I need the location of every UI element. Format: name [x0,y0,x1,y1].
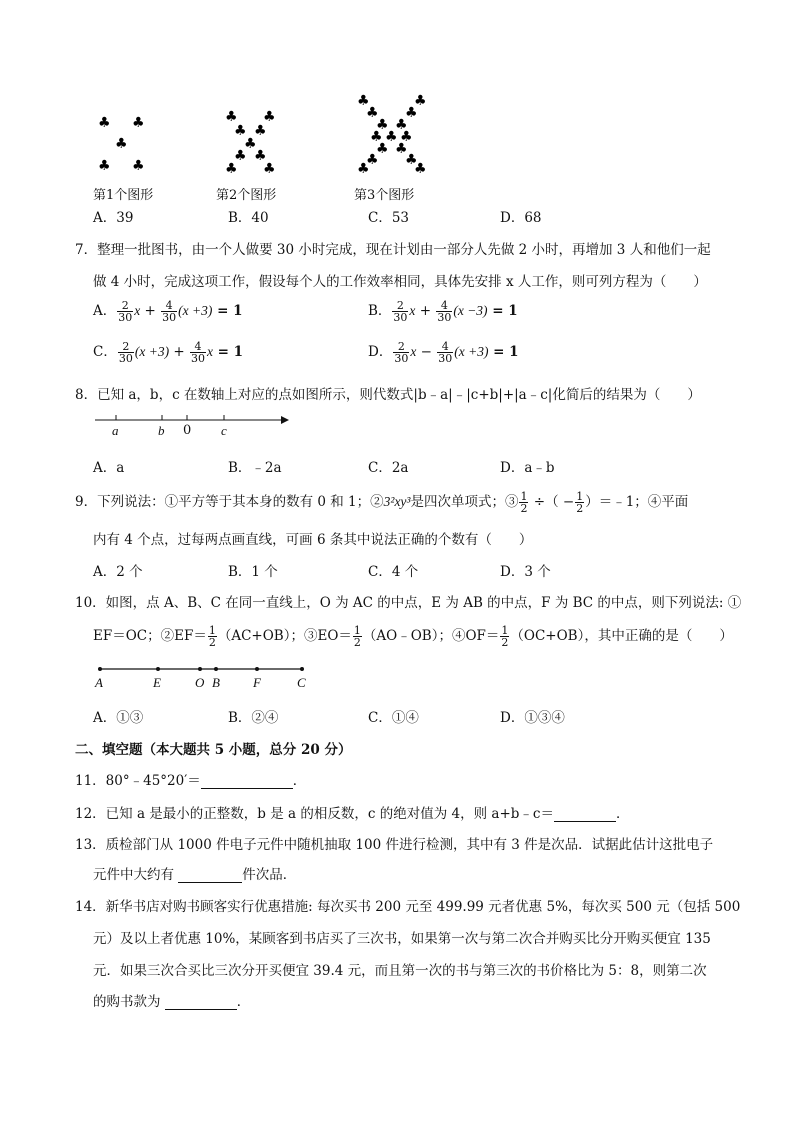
club-icon: ♣ [414,161,427,177]
q6-option-a: A．39 [93,210,134,226]
club-icon: ♣ [234,148,247,164]
club-icon: ♣ [376,141,389,157]
q7-option-c: C． $\frac{2}{30}$ (x +3) + $\frac{4}{30}$ x = 1 [93,340,244,365]
club-icon: ♣ [115,136,128,152]
q7-option-b: B． $\frac{2}{30}$ x + $\frac{4}{30}$ (x −3) = 1 [368,299,518,324]
q8-stem: 8．已知 a，b，c 在数轴上对应的点如图所示，则代数式|b﹣a|﹣|c+b|+|a﹣c|化简后的结果为（ ） [75,387,701,403]
q9-option-b: B．1 个 [228,564,278,580]
segment-label-f: F [253,675,261,690]
q9-option-a: A．2 个 [93,564,143,580]
q7-stem-line1: 7．整理一批图书，由一个人做要 30 小时完成，现在计划由一部分人先做 2 小时，再增加 3 人和他们一起 [75,242,711,258]
figure-1-label: 第1个图形 [93,188,154,203]
club-icon: ♣ [225,109,238,125]
q8-option-a: A．a [93,460,125,476]
club-icon: ♣ [395,117,408,133]
q7-stem-line2: 做 4 小时，完成这项工作，假设每个人的工作效率相同，具体先安排 x 人工作，则可列方程为（ ） [93,274,707,290]
q7-option-a: A． $\frac{2}{30}$ x + $\frac{4}{30}$ (x +3) = 1 [93,299,243,324]
q8-number-line [93,410,293,442]
q13-answer-blank[interactable] [178,868,242,883]
club-icon: ♣ [98,158,111,174]
q6-option-c: C．53 [368,210,410,226]
segment-label-a: A [95,675,103,690]
club-icon: ♣ [263,109,276,125]
club-icon: ♣ [395,141,408,157]
numberline-label-b: b [158,423,165,438]
q10-option-c: C．①④ [368,710,419,726]
club-icon: ♣ [400,129,413,145]
section-2-heading: 二、填空题（本大题共 5 小题，总分 20 分） [75,742,352,758]
club-icon: ♣ [385,129,398,145]
q10-stem-line1: 10．如图，点 A、B、C 在同一直线上，O 为 AC 的中点，E 为 AB 的中点，F 为 BC 的中点，则下列说法: ① [75,595,742,611]
figure-2-label: 第2个图形 [216,188,277,203]
club-icon: ♣ [244,136,257,152]
club-icon: ♣ [357,161,370,177]
q11: 11．80°﹣45°20′＝ ． [75,773,307,789]
club-icon: ♣ [366,152,379,168]
q14-line4: 的购书款为 ． [93,994,251,1010]
club-icon: ♣ [98,115,111,131]
club-icon: ♣ [132,158,145,174]
club-icon: ♣ [405,105,418,121]
segment-label-b: B [212,675,220,690]
q9-stem-line2: 内有 4 个点，过每两点画直线，可画 6 条其中说法正确的个数有（ ） [93,532,533,548]
q9-option-c: C．4 个 [368,564,419,580]
club-icon: ♣ [405,152,418,168]
q13-line1: 13．质检部门从 1000 件电子元件中随机抽取 100 件进行检测，其中有 3 件是次品．试据此估计这批电子 [75,837,714,853]
q10-segment-figure [96,663,308,675]
segment-label-c: C [297,675,306,690]
club-icon: ♣ [254,123,267,139]
club-icon: ♣ [376,117,389,133]
q9-stem-line1: 9．下列说法：①平方等于其本身的数有 0 和 1；②3²xy³是四次单项式；③ $\frac{1}{2}$ ÷（ − $\frac{1}{2}$ ）＝﹣1；④平面 [75,490,689,515]
club-icon: ♣ [254,148,267,164]
q14-line2: 元）及以上者优惠 10%，某顾客到书店买了三次书，如果第一次与第二次合并购买比分开购买便宜 135 [93,931,711,947]
segment-label-o: O [195,675,205,690]
q12: 12．已知 a 是最小的正整数，b 是 a 的相反数，c 的绝对值为 4，则 a+b﹣c＝ ． [75,806,630,822]
q14-answer-blank[interactable] [165,995,237,1010]
q8-option-b: B．﹣2a [228,460,282,476]
segment-label-e: E [153,675,161,690]
figure-3-label: 第3个图形 [354,188,415,203]
q10-option-d: D．①③④ [500,710,565,726]
club-icon: ♣ [132,115,145,131]
club-icon: ♣ [263,161,276,177]
club-icon: ♣ [225,161,238,177]
club-icon: ♣ [414,93,427,109]
q6-option-b: B．40 [228,210,269,226]
q11-answer-blank[interactable] [201,774,293,789]
q14-line1: 14．新华书店对购书顾客实行优惠措施: 每次买书 200 元至 499.99 元者优惠 5%，每次买 500 元（包括 500 [75,899,741,915]
q6-option-d: D．68 [500,210,542,226]
q14-line3: 元．如果三次合买比三次分开买便宜 39.4 元，而且第一次的书与第三次的书价格比为 5：8，则第二次 [93,963,707,979]
club-icon: ♣ [366,105,379,121]
numberline-label-a: a [112,423,119,438]
q8-option-d: D．a﹣b [500,460,555,476]
q9-option-d: D．3 个 [500,564,551,580]
q12-answer-blank[interactable] [554,807,616,822]
q8-option-c: C．2a [368,460,409,476]
club-icon: ♣ [357,93,370,109]
numberline-label-c: c [221,423,227,438]
q10-stem-line2: EF＝OC；②EF＝ $\frac{1}{2}$ （AC+OB）；③EO＝ $\frac{1}{2}$ （AO﹣OB）；④OF＝ $\frac{1}{2}$ （OC+OB），其中正确的是（ ） [93,624,733,649]
q10-option-a: A．①③ [93,710,144,726]
club-icon: ♣ [370,129,383,145]
q7-option-d: D． $\frac{2}{30}$ x − $\frac{4}{30}$ (x +3) = 1 [368,340,519,365]
q13-line2: 元件中大约有 件次品． [93,867,297,883]
q10-option-b: B．②④ [228,710,279,726]
numberline-label-0: 0 [183,423,192,438]
club-icon: ♣ [234,123,247,139]
